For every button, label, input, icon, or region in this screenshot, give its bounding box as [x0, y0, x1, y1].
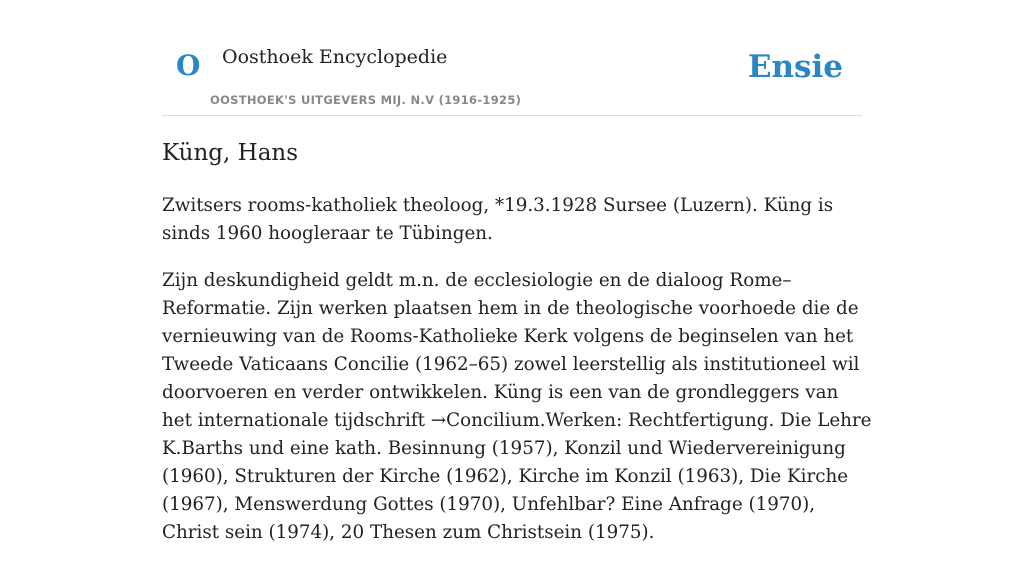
publication-logo[interactable]: O: [176, 49, 201, 82]
page: [162, 0, 872, 543]
article-paragraph: Zwitsers rooms-katholiek theoloog, *19.3.1928 Sursee (Luzern). Küng is sinds 1960 hoogleraar te Tübingen.: [162, 195, 834, 244]
article-title: Küng, Hans: [162, 140, 299, 166]
ensie-logo-link[interactable]: Ensie: [747, 49, 843, 85]
article-paragraph: Zijn deskundigheid geldt m.n. de ecclesiologie en de dialoog Rome–Reformatie. Zijn werken plaatsen hem in de theologische voorhoede die de vernieuwing van de Rooms-Katholieke Kerk volgens de beginselen van het Tweede Vaticaans Concilie (1962–65) zowel leerstellig als institutioneel wil doorvoeren en verder ontwikkelen. Küng is een van de grondleggers van het internationale tijdschrift →Concilium.Werken: Rechtfertigung. Die Lehre K.Barths und eine kath. Besinnung (1957), Konzil und Wiedervereinigung (1960), Strukturen der Kirche (1962), Kirche im Konzil (1963), Die Kirche (1967), Menswerdung Gottes (1970), Unfehlbar? Eine Anfrage (1970), Christ sein (1974), 20 Thesen zum Christsein (1975).: [162, 270, 872, 543]
publisher-name: OOSTHOEK'S UITGEVERS MIJ. N.V (1916-1925): [210, 93, 522, 107]
article-body: [162, 192, 872, 566]
header: [162, 0, 862, 116]
publication-name[interactable]: Oosthoek Encyclopedie: [222, 46, 448, 68]
